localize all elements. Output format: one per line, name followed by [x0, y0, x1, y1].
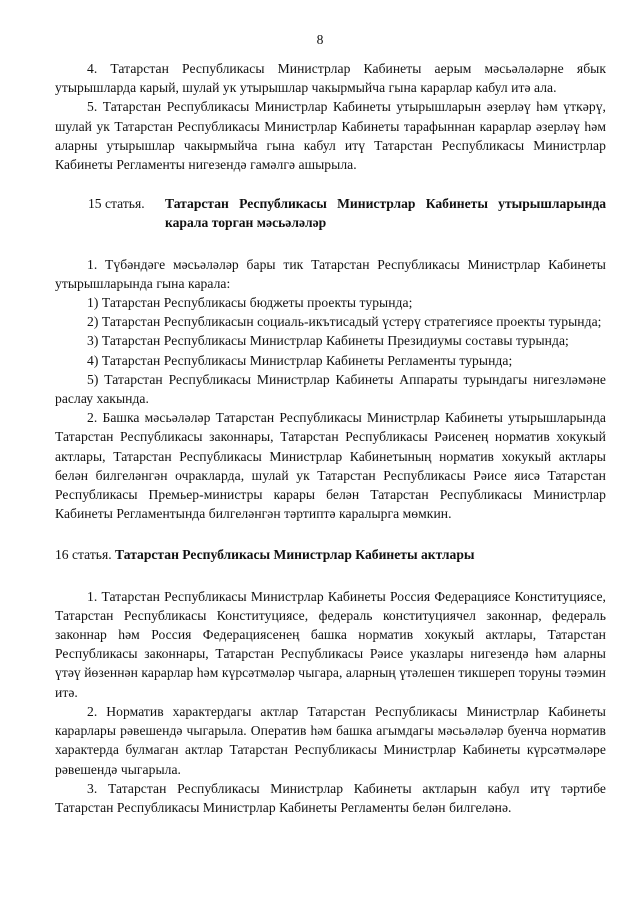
- article-16-heading: [55, 545, 606, 564]
- list-item: 3) Татарстан Республикасы Министрлар Кабинеты Президиумы составы турында;: [87, 333, 569, 349]
- article-15-title: Татарстан Республикасы Министрлар Кабинеты утырышларында карала торган мәсьәләләр: [165, 196, 606, 231]
- paragraph: 2. Башка мәсьәләләр Татарстан Республикасы Министрлар Кабинеты утырышларында Татарстан Республикасы законнары, Татарстан Республикасы Рәисенең норматив хокукый актлары, Татарстан Республикасы Министрлар Кабинетының норматив хокукый актлары белән билгеләнгән очракларда, шулай ук Татарстан Республикасы Рәисе яисә Татарстан Республикасы Премьер-министры карары белән Татарстан Республикасы Министрлар Кабинеты Регламентында билгеләнгән тәртиптә каралырга мөмкин.: [55, 410, 606, 522]
- list-item: 1) Татарстан Республикасы бюджеты проекты турында;: [87, 295, 413, 311]
- paragraph: 1. Түбәндәге мәсьәләләр бары тик Татарстан Республикасы Министрлар Кабинеты утырышларында гына карала:: [55, 256, 606, 291]
- document-body: [55, 59, 606, 817]
- list-item: 5) Татарстан Республикасы Министрлар Кабинеты Аппараты турындагы нигезләмәне раслау хакында.: [55, 371, 606, 407]
- paragraph: 3. Татарстан Республикасы Министрлар Кабинеты актларын кабул итү тәртибе Татарстан Республикасы Министрлар Кабинеты Регламенты белән билгеләнә.: [55, 780, 606, 815]
- article-15-heading: [55, 194, 606, 232]
- page-number: 8: [316, 32, 324, 47]
- article-16-title: Татарстан Республикасы Министрлар Кабинеты актлары: [115, 547, 475, 563]
- paragraph: 4. Татарстан Республикасы Министрлар Кабинеты аерым мәсьәләләрне ябык утырышларда карый, шулай ук утырышлар чакырмыйча гына карарлар кабул итә ала.: [55, 61, 606, 96]
- list-item: 4) Татарстан Республикасы Министрлар Кабинеты Регламенты турында;: [87, 352, 513, 368]
- article-15-number: 15 статья.: [88, 196, 145, 212]
- paragraph: 1. Татарстан Республикасы Министрлар Кабинеты Россия Федерациясе Конституциясе, Татарстан Республикасы Конституциясе, федераль конституциячел законнар, федераль законнар һәм Россия Федерациясенең башка норматив хокукый актлары, Татарстан Республикасы законнары, Татарстан Республикасы Рәисе указлары нигезендә һәм аларны үтәү йөзеннән карарлар һәм күрсәтмәләр чыгара, аларның үтәлешен тикшереп торуны тәэмин итә.: [55, 588, 606, 700]
- paragraph: 5. Татарстан Республикасы Министрлар Кабинеты утырышларын әзерләү һәм үткәрү, шулай ук Татарстан Республикасы Министрлар Кабинеты тарафыннан карарлар әзерләү һәм аларны утырышлар чакырмыйча гына кабул итү Татарстан Республикасы Министрлар Кабинеты Регламенты нигезендә гамәлгә ашырыла.: [55, 99, 606, 173]
- article-16-number: 16 статья.: [55, 547, 116, 563]
- list-item: 2) Татарстан Республикасын социаль-икътисадый үстерү стратегиясе проекты турында;: [87, 314, 602, 330]
- paragraph: 2. Норматив характердагы актлар Татарстан Республикасы Министрлар Кабинеты карарлары рәвешендә чыгарыла. Оператив һәм башка агымдагы мәсьәләләр буенча норматив характерда булмаган актлар Татарстан Республикасы Министрлар Кабинеты күрсәтмәләре рәвешендә чыгарыла.: [55, 703, 606, 777]
